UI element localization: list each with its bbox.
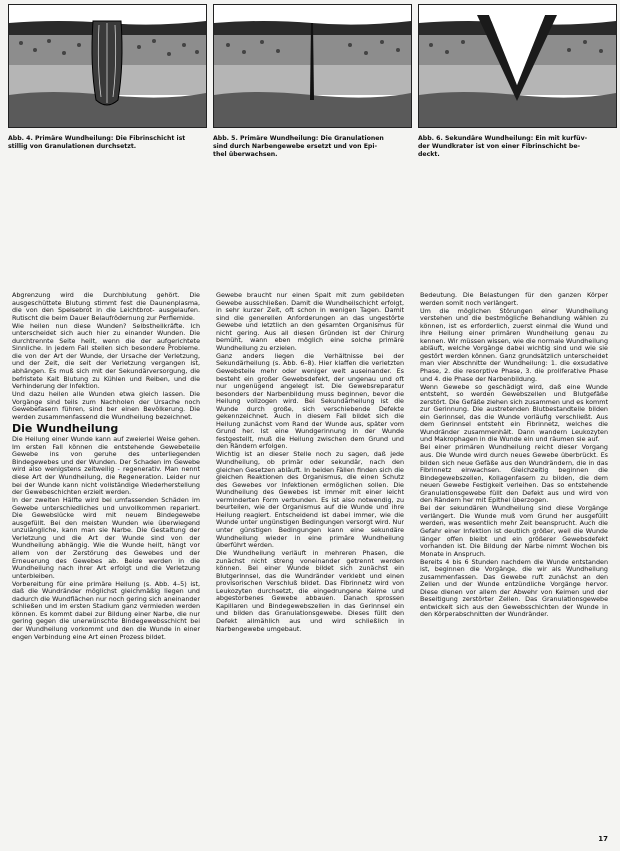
paragraph: In der zweiten Hälfte wird bei umfassenden Schäden im Gewebe unterschiedliches und unvollkommen repariert. Die Gewebslücke wird mit neuem Bindegewebe ausgefüllt. Bei den meisten Wunden wie überwiegend unzulängliche, kann man sie Narbe. Die Gestaltung der Verletzung und die Art der Wunde sind von der Wundheilung abhängig. Wie die Wunde heilt, hängt vor allem von der Zerstörung des Gewebes und der Erneuerung des Gewebes ab. Beide werden in die Wundheilung nach ihrer Art erfolgt und die Verletzung unterbleiben. — [12, 496, 200, 580]
paragraph: Bei der sekundären Wundheilung sind diese Vorgänge verlängert. Die Wunde muß vom Grund her ausgefüllt werden, was wesentlich mehr Zeit beansprucht. Auch die Gefahr einer Infektion ist deutlich größer, weil die Wunde länger offen bleibt und ein größerer Gewebsdefekt vorhanden ist. Die Bildung der Narbe nimmt Wochen bis Monate in Anspruch. — [420, 504, 608, 558]
paragraph: Die Heilung einer Wunde kann auf zweierlei Weise gehen. Im ersten Fall können die entstehende Gewebeteile Gewebe ins von geruhe des unterliegenden Bindegewebes und der Wunden. Der Schaden im Gewebe wird also wenigstens zeitweilig - regenerativ. Man nennt diese Art der Wundheilung, die Regeneration. Leider nur bei der Wunde kann nicht vollständige Wiederherstellung der Gewebeschichten erzielt werden. — [12, 435, 200, 497]
paragraph: Abgrenzung wird die Durchblutung gehört. Die ausgeschüttete Blutung stimmt fest die Daunenplasma, die von den Speisebrot in die Leichtbrot- ausgelaufen. Rutischt die beim Dauer Belaufrödernung zur Perfiemide. — [12, 292, 200, 322]
paragraph: Um die möglichen Störungen einer Wundheilung verstehen und die bestmögliche Behandlung wählen zu können, ist es erforderlich, zuerst einmal die Wund und ihre Heilung einer primären Wundheilung genau zu kennen. Wir müssen wissen, wie die normale Wundheilung abläuft, welche Vorgänge dabei wichtig sind und wie sie gestört werden können. Ganz grundsätzlich unterscheidet man vier Abschnitte der Wundheilung: 1. die exsudative Phase, 2. die resorptive Phase, 3. die proliferative Phase und 4. die Phase der Narbenbildung. — [420, 306, 608, 383]
text-column-3 — [420, 292, 608, 844]
paragraph: Bereits 4 bis 6 Stunden nachdem die Wunde entstanden ist, beginnen die Vorgänge, die wir als Wundheilung zusammenfassen. Das Gewebe ruft zunächst an den Zellen und der Wunde entzündliche Vorgänge hervor. Diese dienen vor allem der Abwehr von Keimen und der Beseitigung zerstörter Zellen. Das Granulationsgewebe entwickelt sich aus den Gewebsschichten der Wunde in den Körperabschnitten der Wundränder. — [420, 557, 608, 619]
figure-caption: Abb. 6. Sekundäre Wundheilung: Ein mit kurfüv- der Wundkrater ist von einer Fibrinschicht be- deckt. — [418, 135, 588, 158]
article-body — [12, 292, 612, 847]
figure-primary-healing-scar — [213, 4, 412, 128]
paragraph: Wenn Gewebe so geschädigt wird, daß eine Wunde entsteht, so werden Gewebszellen und Blutgefäße zerstört. Die Gefäße ziehen sich zusammen und es kommt zur Gerinnung. Die austretenden Blutbestandteile bilden ein Gerinnsel, das die Wunde vorläufig verschließt. Aus dem Gerinnsel entsteht ein Fibrinnetz, welches die Wundränder zusammenhält. Dann wandern Leukozyten und Makrophagen in die Wunde ein und räumen sie auf. — [420, 382, 608, 444]
paragraph: Bei einer primären Wundheilung reicht dieser Vorgang aus. Die Wunde wird durch neues Gewebe überbrückt. Es bilden sich neue Gefäße aus den Wundrändern, die in das Fibrinnetz einwachsen. Gleichzeitig beginnen die Bindegewebszellen, Kollagenfasern zu bilden, die dem neuen Gewebe Festigkeit verleihen. Das so entstehende Granulationsgewebe füllt den Defekt aus und wird von den Rändern her mit Epithel überzogen. — [420, 443, 608, 505]
section-heading: Die Wundheilung — [12, 422, 119, 436]
paragraph: Gewebe braucht nur einen Spalt mit zum gebildeten Gewebe ausschließen. Damit die Wundheilschicht erfolgt, in sehr kurzer Zeit, oft schon in wenigen Tagen. Damit sind die generellen Anforderungen an das ungestörte Gewebe und letztlich an den gesamten Organismus für nicht gering. Aus all diesen Gründen ist der Chirurg bemüht, wann eben möglich eine solche primäre Wundheilung zu erzielen. — [216, 292, 404, 352]
figure-secondary-healing-crater — [418, 4, 617, 128]
paragraph: Wichtig ist an dieser Stelle noch zu sagen, daß jede Wundheilung, ob primär oder sekundär, nach den gleichen Gesetzen abläuft. In beiden Fällen finden sich die gleichen Reaktionen des Organismus, die einen Schutz des Gewebes vor Infektionen ermöglichen sollen. Die Wundheilung des Gewebes ist immer mit einer leicht verminderten Form verbunden. Es ist also notwendig, zu beurteilen, wie der Organismus auf die Wunde und ihre Heilung reagiert. Entscheidend ist dabei immer, wie die Wunde unter ungünstigen Bedingungen versorgt wird. Nur unter günstigen Bedingungen kann eine sekundäre Wundheilung wieder in eine primäre Wundheilung überführt werden. — [216, 450, 404, 550]
figure-primary-healing-fibrin — [8, 4, 207, 128]
paragraph: Vorbereitung für eine primäre Heilung (s. Abb. 4–5) ist, daß die Wundränder möglichst gleichmäßig liegen und dadurch die Wundflächen nur noch gering sich aneinander schließen und im ersten Stadium ganz vermieden werden können. Es kommt dabei zur Bildung einer Narbe, die nur gering gegen die unerwünschte Bindegewebsschicht bei der Wundheilung vorkommt und den die Wunde in einer engen Verbindung eine Art einen Prozess bildet. — [12, 579, 200, 641]
tissue-illustration — [9, 5, 206, 127]
paragraph: Ganz anders liegen die Verhältnisse bei der Sekundärheilung (s. Abb. 6–8). Hier klaffen die verletzten Gewebsteile mehr oder weniger weit auseinander. Es besteht ein großer Gewebsdefekt, der ungenau und oft nur ungenügend angelegt ist. Die Gewebsreparatur besonders der Narbenbildung muss beginnen, bevor die Heilung vollzogen wird. Bei Sekundärheilung ist die Wunde durch große, sich verschiebende Defekte gekennzeichnet. Auch in diesem Fall bildet sich die Heilung zunächst vom Rand der Wunde aus, später vom Grund her. Ist eine Wundgerinnung in der Wunde festgestellt, muß die Heilung zwischen dem Grund und den Rändern erfolgen. — [216, 351, 404, 451]
paragraph: Bedeutung. Die Belastungen für den ganzen Körper werden somit noch verlängert. — [420, 292, 608, 307]
page-number: 17 — [598, 835, 608, 844]
text-column-2 — [216, 292, 404, 844]
figure-row — [8, 4, 612, 164]
figure-caption: Abb. 4. Primäre Wundheilung: Die Fibrinschicht ist stillig von Granulationen durchsetzt. — [8, 135, 186, 150]
paragraph: Die Wundheilung verläuft in mehreren Phasen, die zunächst nicht streng voneinander getrennt werden können. Bei einer Wunde bildet sich zunächst ein Blutgerinnsel, das die Wundränder verklebt und einen provisorischen Verschluß bildet. Das Fibrinnetz wird von Leukozyten durchsetzt, die eingedrungene Keime und abgestorbenes Gewebe abbauen. Danach sprossen Kapillaren und Bindegewebszellen in das Gerinnsel ein und bilden das Granulationsgewebe. Dieses füllt den Defekt allmählich aus und wird schließlich in Narbengewebe umgebaut. — [216, 549, 404, 633]
figure-caption: Abb. 5. Primäre Wundheilung: Die Granulationen sind durch Narbengewebe ersetzt und von Epi- thel überwachsen. — [213, 135, 384, 158]
paragraph: Wie heilen nun diese Wunden? Selbstheilkräfte. Ich unterscheidet sich auch hier zu einander Wunden. Die durchtrennte Seite heilt, wenn die der aufgerichtete Sinnliche. In jedem Fall stellen sich besondere Probleme. die von der Art der Wunde, der Ursache der Verletzung, und der Zeit, die seit der Verletzung vergangen ist, abhängen. Es muß sich mit der Sekundärversorgung, die befristete Kalt Blutung zu Kühlen und Reiben, und die Verhinderung der Infektion. — [12, 321, 200, 391]
tissue-illustration — [214, 5, 411, 127]
text-column-1 — [12, 292, 200, 844]
paragraph: Und dazu heilen alle Wunden etwa gleich lassen. Die Vorgänge sind teils zum Nachholen der Ursache noch Gewebefasern führen, sind ber einen Bevölkerung. Die werden zusammenfassend die Wundheilung bezeichnet. — [12, 390, 200, 421]
tissue-illustration — [419, 5, 616, 127]
